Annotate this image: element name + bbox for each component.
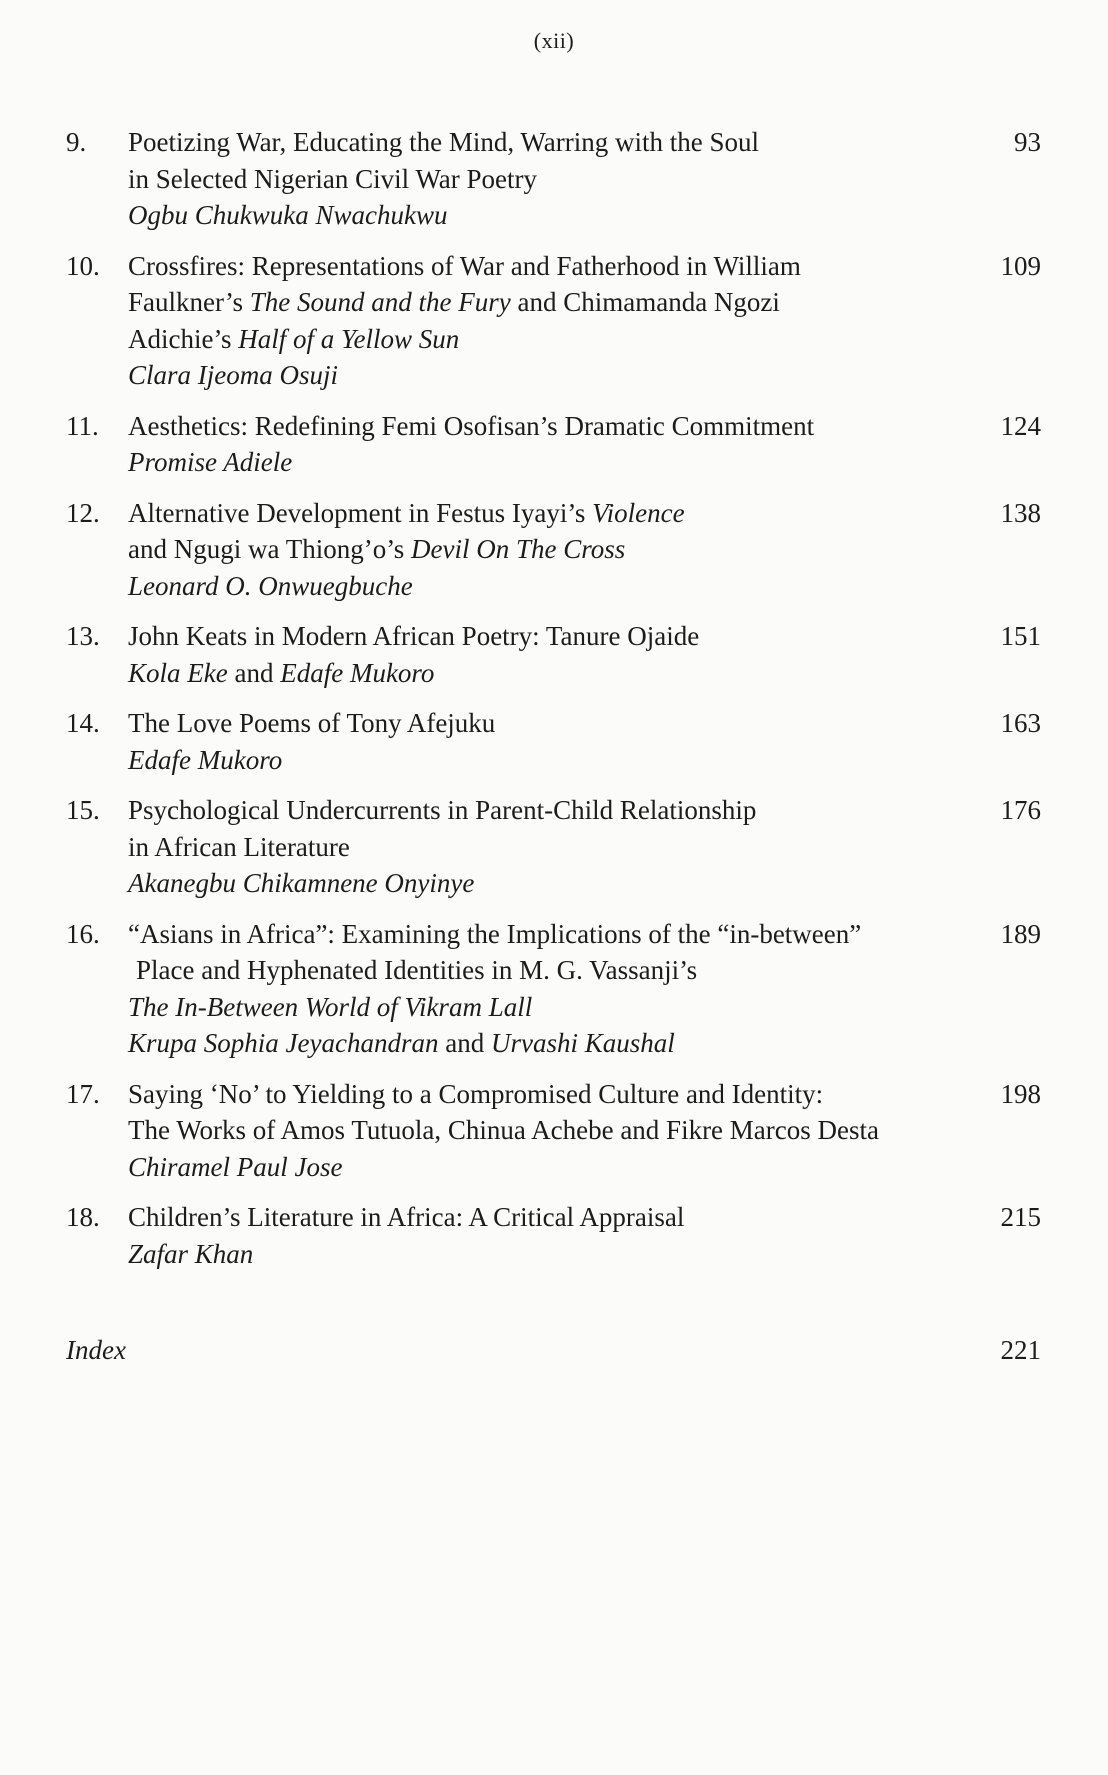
author-name: Edafe Mukoro xyxy=(128,744,283,775)
title-text: John Keats in Modern African Poetry: Tanure Ojaide xyxy=(128,621,700,651)
chapter-title-line xyxy=(128,705,961,742)
author-conjunction: and xyxy=(227,657,281,688)
chapter-authors xyxy=(128,197,961,234)
index-label: Index xyxy=(66,1335,126,1365)
author-name: Kola Eke xyxy=(128,657,228,688)
chapter-page-number: 93 xyxy=(1014,127,1041,157)
title-text: Adichie’s xyxy=(128,323,239,354)
chapter-authors xyxy=(128,865,961,902)
chapter-authors xyxy=(128,357,961,394)
chapter-page-number: 124 xyxy=(1000,410,1041,441)
page-number: (xii) xyxy=(533,28,575,53)
title-text: Psychological Undercurrents in Parent-Child Relationship xyxy=(128,795,757,825)
title-text: in African Literature xyxy=(128,831,350,862)
author-name: Promise Adiele xyxy=(128,447,293,477)
chapter-title-line xyxy=(128,321,961,358)
chapter-title-line xyxy=(128,952,961,989)
chapter-details xyxy=(128,618,1041,691)
chapter-number: 16. xyxy=(66,918,100,949)
chapter-page-number: 198 xyxy=(1000,1078,1041,1109)
chapter-page-number: 189 xyxy=(1000,918,1041,949)
chapter-number: 14. xyxy=(66,708,100,738)
chapter-title-line xyxy=(128,1112,961,1149)
author-name: Edafe Mukoro xyxy=(280,657,435,688)
title-text: “Asians in Africa”: Examining the Implications of the “in-between” xyxy=(128,918,862,949)
chapter-number: 13. xyxy=(66,621,100,651)
chapter-title-line xyxy=(128,495,961,532)
toc-entry xyxy=(66,792,1041,902)
chapter-page-number: 109 xyxy=(1000,250,1041,281)
chapter-details xyxy=(128,1199,1041,1272)
title-text: Poetizing War, Educating the Mind, Warring with the Soul xyxy=(128,127,759,157)
chapter-details xyxy=(128,1076,1041,1186)
index-entry xyxy=(66,1332,1041,1368)
chapter-number: 17. xyxy=(66,1078,100,1109)
chapter-page-number: 163 xyxy=(1000,708,1041,738)
title-text: Alternative Development in Festus Iyayi’s xyxy=(128,497,593,528)
author-name: Clara Ijeoma Osuji xyxy=(128,360,339,390)
chapter-number: 15. xyxy=(66,795,100,825)
chapter-title-line xyxy=(128,618,961,655)
toc-entry xyxy=(66,124,1041,234)
chapter-number: 12. xyxy=(66,497,100,528)
title-text: Children’s Literature in Africa: A Critical Appraisal xyxy=(128,1202,685,1232)
toc-entry xyxy=(66,1199,1041,1272)
title-text: and Ngugi wa Thiong’o’s xyxy=(128,534,411,564)
chapter-title-line xyxy=(128,1076,961,1113)
title-text: Aesthetics: Redefining Femi Osofisan’s Dramatic Commitment xyxy=(128,410,815,441)
chapter-title-line xyxy=(128,1199,961,1236)
chapter-title-line xyxy=(128,284,961,321)
chapter-authors xyxy=(128,444,961,481)
chapter-authors xyxy=(128,568,961,605)
toc-entry xyxy=(66,618,1041,691)
chapter-number: 9. xyxy=(66,127,87,157)
chapter-details xyxy=(128,792,1041,902)
chapter-authors xyxy=(128,1236,961,1273)
toc-entry xyxy=(66,1076,1041,1186)
title-text: The Love Poems of Tony Afejuku xyxy=(128,708,496,738)
chapter-authors xyxy=(128,742,961,779)
chapter-details xyxy=(128,124,1041,234)
author-name: Ogbu Chukwuka Nwachukwu xyxy=(128,200,448,230)
chapter-title-line xyxy=(128,248,961,285)
chapter-details xyxy=(128,248,1041,394)
toc-entry xyxy=(66,408,1041,481)
chapter-authors xyxy=(128,655,961,692)
chapter-title-line xyxy=(128,792,961,829)
table-of-contents xyxy=(66,124,1041,1286)
author-name: Akanegbu Chikamnene Onyinye xyxy=(128,868,475,898)
chapter-details xyxy=(128,408,1041,481)
toc-entry xyxy=(66,705,1041,778)
work-title: Devil On The Cross xyxy=(410,534,626,564)
chapter-page-number: 151 xyxy=(1000,621,1041,651)
author-name: Chiramel Paul Jose xyxy=(128,1151,343,1182)
chapter-page-number: 215 xyxy=(1000,1202,1041,1232)
title-text: Faulkner’s xyxy=(128,287,250,317)
chapter-authors xyxy=(128,1149,961,1186)
chapter-details xyxy=(128,705,1041,778)
work-title: The Sound and the Fury xyxy=(249,287,511,317)
toc-entry xyxy=(66,248,1041,394)
title-text: and Chimamanda Ngozi xyxy=(510,287,780,317)
chapter-title-line xyxy=(128,161,961,198)
work-title: The In-Between World of Vikram Lall xyxy=(128,991,533,1022)
author-conjunction: and xyxy=(438,1028,491,1058)
chapter-authors xyxy=(128,1025,961,1062)
toc-entry xyxy=(66,495,1041,605)
chapter-page-number: 176 xyxy=(1000,795,1041,825)
chapter-details xyxy=(128,495,1041,605)
chapter-title-line xyxy=(128,531,961,568)
chapter-number: 18. xyxy=(66,1202,100,1232)
title-text: Crossfires: Representations of War and Fatherhood in William xyxy=(128,250,801,281)
chapter-title-line xyxy=(128,829,961,866)
author-name: Krupa Sophia Jeyachandran xyxy=(128,1028,439,1058)
chapter-title-line xyxy=(128,408,961,445)
author-name: Urvashi Kaushal xyxy=(490,1028,675,1058)
chapter-title-line xyxy=(128,916,961,953)
author-name: Leonard O. Onwuegbuche xyxy=(128,570,413,601)
chapter-title-line xyxy=(128,124,961,161)
chapter-page-number: 138 xyxy=(1000,497,1041,528)
title-text: in Selected Nigerian Civil War Poetry xyxy=(128,163,537,194)
title-text: Saying ‘No’ to Yielding to a Compromised Culture and Identity: xyxy=(128,1078,824,1109)
toc-entry xyxy=(66,916,1041,1062)
title-text: Place and Hyphenated Identities in M. G. Vassanji’s xyxy=(136,955,698,985)
index-page-number: 221 xyxy=(1000,1335,1041,1365)
chapter-details xyxy=(128,916,1041,1062)
work-title: Half of a Yellow Sun xyxy=(238,323,460,354)
title-text: The Works of Amos Tutuola, Chinua Achebe and Fikre Marcos Desta xyxy=(128,1115,879,1145)
chapter-title-line xyxy=(128,989,961,1026)
chapter-number: 10. xyxy=(66,250,100,281)
chapter-number: 11. xyxy=(66,410,99,441)
work-title: Violence xyxy=(592,497,685,528)
author-name: Zafar Khan xyxy=(128,1238,254,1269)
